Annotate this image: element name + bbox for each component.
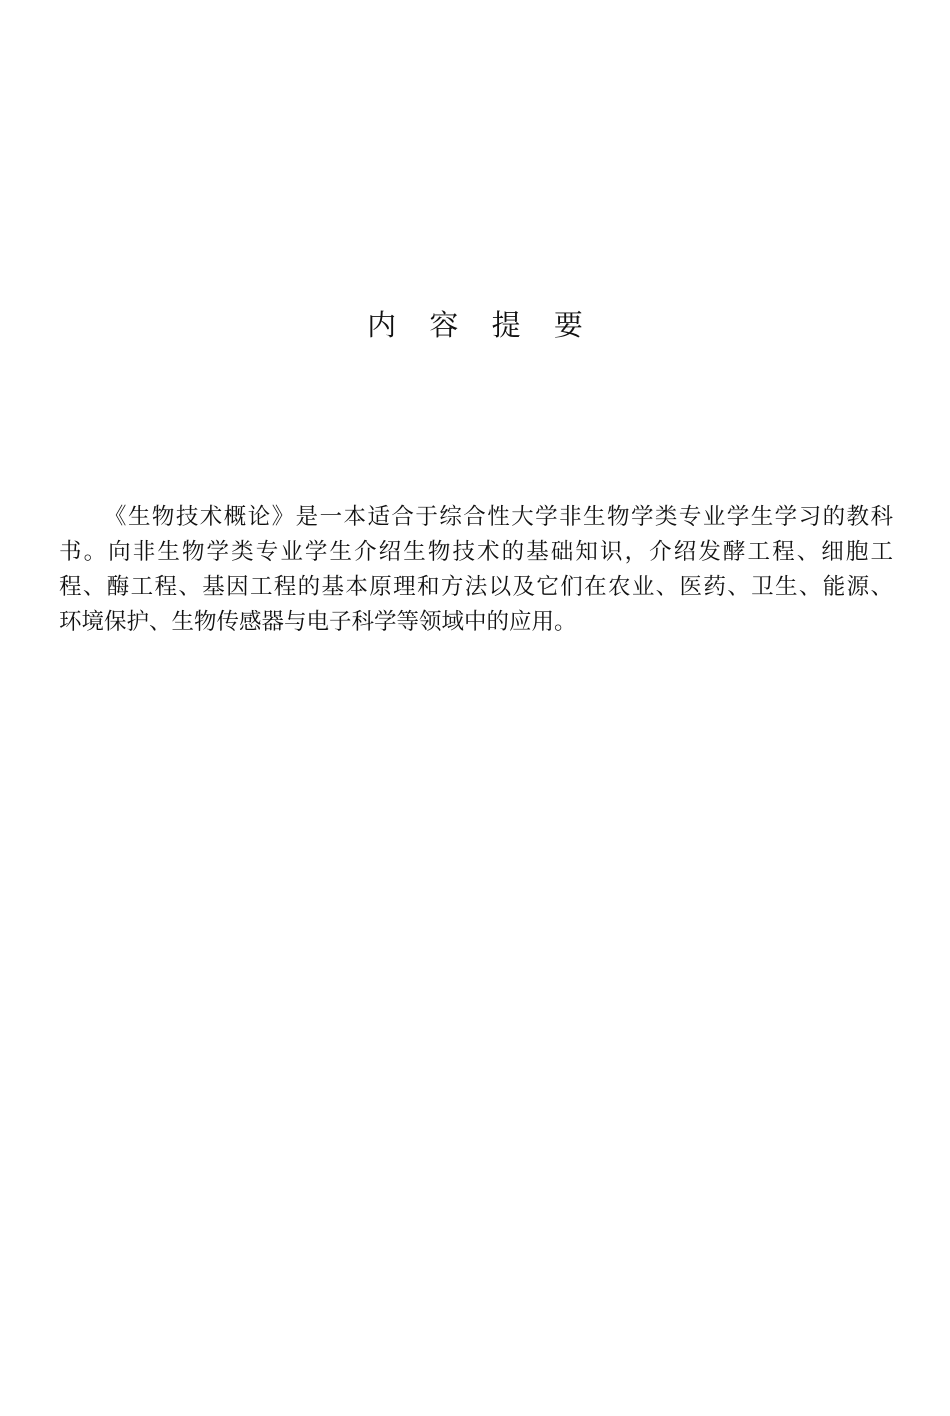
abstract-line: 程、酶工程、基因工程的基本原理和方法以及它们在农业、医药、卫生、能源、: [59, 574, 893, 600]
abstract-line: 《生物技术概论》是一本适合于综合性大学非生物学类专业学生学习的教科: [104, 504, 893, 530]
abstract-line: 书。向非生物学类专业学生介绍生物技术的基础知识，介绍发酵工程、细胞工: [59, 539, 893, 565]
abstract-line: 环境保护、生物传感器与电子科学等领域中的应用。: [59, 609, 577, 635]
page-title: 内 容 提 要: [367, 308, 595, 343]
abstract-paragraph: [59, 500, 893, 640]
